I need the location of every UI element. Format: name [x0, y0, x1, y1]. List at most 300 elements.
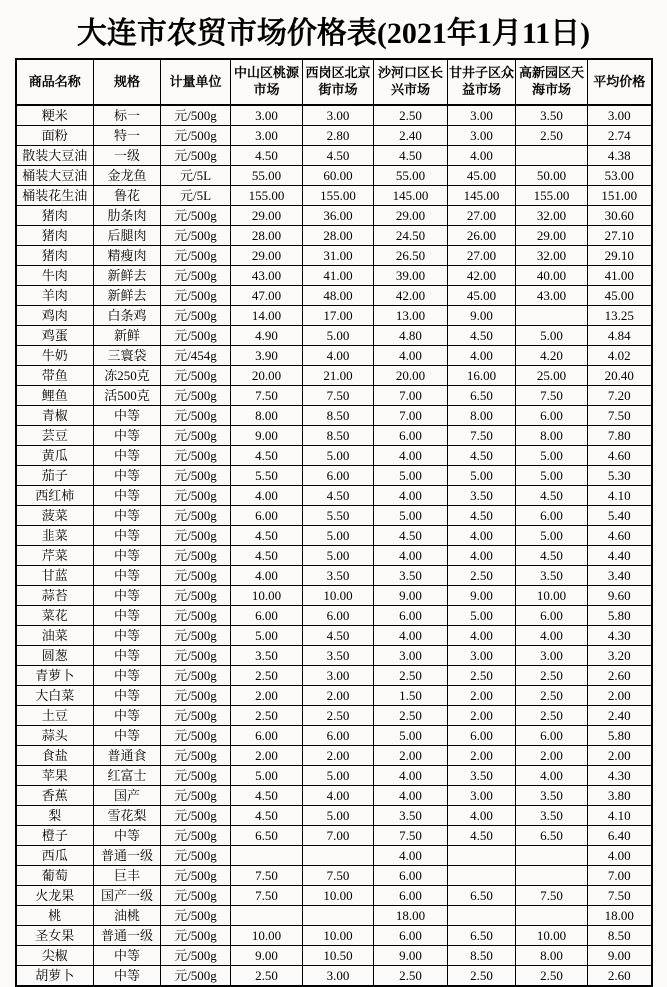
table-header [16, 59, 652, 105]
cell-average-price: 4.10 [588, 806, 652, 826]
cell-average-price: 9.60 [588, 586, 652, 606]
cell-market-xigang-beijingjie: 7.00 [303, 826, 374, 846]
column-header-market-ganjingzi-zhongyi: 甘井子区众益市场 [448, 59, 516, 105]
cell-product-name: 大白菜 [16, 686, 94, 706]
cell-unit: 元/500g [161, 266, 231, 286]
table-row [16, 646, 652, 666]
cell-average-price: 5.40 [588, 506, 652, 526]
cell-market-xigang-beijingjie: 17.00 [303, 306, 374, 326]
cell-unit: 元/500g [161, 946, 231, 966]
cell-average-price: 4.40 [588, 546, 652, 566]
cell-spec: 中等 [94, 486, 161, 506]
table-row [16, 226, 652, 246]
cell-market-ganjingzi-zhongyi: 2.00 [448, 706, 516, 726]
cell-market-zhongshan-taoyuan: 28.00 [231, 226, 303, 246]
cell-market-zhongshan-taoyuan: 4.50 [231, 786, 303, 806]
cell-average-price: 3.40 [588, 566, 652, 586]
table-row [16, 105, 652, 126]
cell-spec: 红富士 [94, 766, 161, 786]
cell-market-ganjingzi-zhongyi: 4.50 [448, 506, 516, 526]
cell-market-shahekou-changxing: 39.00 [374, 266, 448, 286]
cell-market-xigang-beijingjie: 3.00 [303, 105, 374, 126]
cell-spec: 油桃 [94, 906, 161, 926]
table-row [16, 866, 652, 886]
cell-market-gaoxin-tianhai [516, 866, 588, 886]
cell-market-gaoxin-tianhai: 6.50 [516, 826, 588, 846]
cell-unit: 元/500g [161, 306, 231, 326]
cell-market-gaoxin-tianhai: 5.00 [516, 466, 588, 486]
cell-product-name: 香蕉 [16, 786, 94, 806]
cell-market-gaoxin-tianhai: 4.20 [516, 346, 588, 366]
cell-market-gaoxin-tianhai: 4.50 [516, 546, 588, 566]
cell-market-xigang-beijingjie: 2.50 [303, 706, 374, 726]
cell-unit: 元/500g [161, 406, 231, 426]
cell-market-ganjingzi-zhongyi: 2.50 [448, 666, 516, 686]
cell-product-name: 甘蓝 [16, 566, 94, 586]
cell-average-price: 4.30 [588, 766, 652, 786]
cell-market-zhongshan-taoyuan [231, 846, 303, 866]
cell-market-zhongshan-taoyuan: 8.00 [231, 406, 303, 426]
cell-market-gaoxin-tianhai: 8.00 [516, 946, 588, 966]
cell-product-name: 青萝卜 [16, 666, 94, 686]
cell-product-name: 猪肉 [16, 206, 94, 226]
cell-market-zhongshan-taoyuan: 3.00 [231, 105, 303, 126]
cell-market-gaoxin-tianhai: 5.00 [516, 326, 588, 346]
cell-market-shahekou-changxing: 6.00 [374, 886, 448, 906]
cell-unit: 元/500g [161, 126, 231, 146]
cell-unit: 元/500g [161, 766, 231, 786]
cell-market-gaoxin-tianhai: 2.50 [516, 706, 588, 726]
table-row [16, 686, 652, 706]
table-row [16, 386, 652, 406]
cell-market-ganjingzi-zhongyi: 27.00 [448, 246, 516, 266]
table-row [16, 126, 652, 146]
cell-market-zhongshan-taoyuan: 155.00 [231, 186, 303, 206]
cell-spec: 一级 [94, 146, 161, 166]
cell-spec: 后腿肉 [94, 226, 161, 246]
cell-market-gaoxin-tianhai: 32.00 [516, 246, 588, 266]
cell-market-gaoxin-tianhai: 2.50 [516, 966, 588, 987]
cell-average-price: 2.60 [588, 966, 652, 987]
cell-product-name: 梨 [16, 806, 94, 826]
column-header-market-gaoxin-tianhai: 高新园区天海市场 [516, 59, 588, 105]
cell-product-name: 韭菜 [16, 526, 94, 546]
table-row [16, 406, 652, 426]
cell-market-zhongshan-taoyuan: 4.50 [231, 146, 303, 166]
cell-market-zhongshan-taoyuan: 4.50 [231, 546, 303, 566]
cell-average-price: 4.02 [588, 346, 652, 366]
cell-unit: 元/500g [161, 326, 231, 346]
cell-market-ganjingzi-zhongyi: 4.00 [448, 806, 516, 826]
cell-market-zhongshan-taoyuan: 6.00 [231, 506, 303, 526]
cell-spec: 巨丰 [94, 866, 161, 886]
cell-unit: 元/500g [161, 706, 231, 726]
cell-product-name: 西红柿 [16, 486, 94, 506]
cell-market-gaoxin-tianhai: 4.00 [516, 626, 588, 646]
cell-average-price: 4.84 [588, 326, 652, 346]
cell-market-ganjingzi-zhongyi: 4.50 [448, 446, 516, 466]
cell-market-zhongshan-taoyuan: 2.50 [231, 666, 303, 686]
cell-unit: 元/500g [161, 626, 231, 646]
cell-market-xigang-beijingjie: 5.00 [303, 546, 374, 566]
cell-unit: 元/500g [161, 226, 231, 246]
cell-market-ganjingzi-zhongyi: 3.00 [448, 646, 516, 666]
cell-average-price: 7.20 [588, 386, 652, 406]
table-row [16, 806, 652, 826]
cell-market-zhongshan-taoyuan: 43.00 [231, 266, 303, 286]
cell-product-name: 尖椒 [16, 946, 94, 966]
cell-product-name: 桶装大豆油 [16, 166, 94, 186]
cell-unit: 元/500g [161, 386, 231, 406]
cell-market-zhongshan-taoyuan: 5.50 [231, 466, 303, 486]
cell-product-name: 鸡蛋 [16, 326, 94, 346]
cell-market-ganjingzi-zhongyi: 4.00 [448, 546, 516, 566]
cell-market-shahekou-changxing: 3.50 [374, 566, 448, 586]
cell-market-xigang-beijingjie: 7.50 [303, 866, 374, 886]
cell-unit: 元/500g [161, 886, 231, 906]
cell-market-gaoxin-tianhai: 29.00 [516, 226, 588, 246]
cell-market-shahekou-changxing: 4.00 [374, 786, 448, 806]
cell-market-xigang-beijingjie: 5.00 [303, 326, 374, 346]
cell-average-price: 7.00 [588, 866, 652, 886]
cell-spec: 中等 [94, 946, 161, 966]
cell-average-price: 9.00 [588, 946, 652, 966]
cell-market-ganjingzi-zhongyi: 8.00 [448, 406, 516, 426]
cell-unit: 元/500g [161, 646, 231, 666]
cell-market-zhongshan-taoyuan: 4.50 [231, 806, 303, 826]
cell-unit: 元/500g [161, 746, 231, 766]
table-row [16, 946, 652, 966]
cell-product-name: 菜花 [16, 606, 94, 626]
cell-market-gaoxin-tianhai: 25.00 [516, 366, 588, 386]
table-row [16, 906, 652, 926]
cell-market-zhongshan-taoyuan: 9.00 [231, 946, 303, 966]
cell-market-ganjingzi-zhongyi: 7.50 [448, 426, 516, 446]
table-row [16, 466, 652, 486]
cell-market-zhongshan-taoyuan: 2.00 [231, 686, 303, 706]
cell-market-gaoxin-tianhai [516, 146, 588, 166]
cell-unit: 元/500g [161, 966, 231, 987]
cell-market-shahekou-changxing: 2.50 [374, 706, 448, 726]
column-header-spec: 规格 [94, 59, 161, 105]
cell-average-price: 2.00 [588, 686, 652, 706]
cell-market-shahekou-changxing: 1.50 [374, 686, 448, 706]
cell-market-ganjingzi-zhongyi: 4.00 [448, 146, 516, 166]
cell-market-gaoxin-tianhai: 155.00 [516, 186, 588, 206]
cell-market-gaoxin-tianhai: 3.50 [516, 786, 588, 806]
cell-market-shahekou-changxing: 20.00 [374, 366, 448, 386]
cell-unit: 元/500g [161, 566, 231, 586]
cell-market-ganjingzi-zhongyi: 3.50 [448, 486, 516, 506]
price-table [15, 58, 653, 987]
table-row [16, 346, 652, 366]
cell-market-gaoxin-tianhai: 7.50 [516, 386, 588, 406]
cell-average-price: 7.50 [588, 886, 652, 906]
cell-product-name: 芸豆 [16, 426, 94, 446]
cell-market-zhongshan-taoyuan: 3.00 [231, 126, 303, 146]
cell-market-shahekou-changxing: 2.50 [374, 105, 448, 126]
cell-average-price: 7.80 [588, 426, 652, 446]
cell-spec: 精瘦肉 [94, 246, 161, 266]
cell-spec: 中等 [94, 826, 161, 846]
cell-average-price: 2.60 [588, 666, 652, 686]
cell-market-zhongshan-taoyuan: 2.50 [231, 966, 303, 987]
cell-product-name: 黄瓜 [16, 446, 94, 466]
cell-unit: 元/500g [161, 286, 231, 306]
cell-product-name: 食盐 [16, 746, 94, 766]
cell-spec: 中等 [94, 966, 161, 987]
cell-average-price: 5.80 [588, 726, 652, 746]
cell-market-ganjingzi-zhongyi: 8.50 [448, 946, 516, 966]
cell-unit: 元/500g [161, 686, 231, 706]
cell-product-name: 面粉 [16, 126, 94, 146]
cell-market-gaoxin-tianhai: 6.00 [516, 406, 588, 426]
cell-market-gaoxin-tianhai: 2.50 [516, 666, 588, 686]
cell-market-ganjingzi-zhongyi: 4.50 [448, 326, 516, 346]
cell-market-ganjingzi-zhongyi: 4.00 [448, 626, 516, 646]
cell-market-xigang-beijingjie: 6.00 [303, 606, 374, 626]
cell-average-price: 5.30 [588, 466, 652, 486]
cell-market-xigang-beijingjie: 21.00 [303, 366, 374, 386]
cell-unit: 元/500g [161, 846, 231, 866]
cell-market-gaoxin-tianhai [516, 846, 588, 866]
cell-market-ganjingzi-zhongyi: 45.00 [448, 166, 516, 186]
cell-market-gaoxin-tianhai: 2.50 [516, 126, 588, 146]
cell-product-name: 圆葱 [16, 646, 94, 666]
page-title: 大连市农贸市场价格表(2021年1月11日) [76, 17, 591, 50]
cell-market-gaoxin-tianhai: 4.00 [516, 766, 588, 786]
cell-spec: 普通一级 [94, 926, 161, 946]
cell-market-shahekou-changxing: 4.00 [374, 626, 448, 646]
cell-market-xigang-beijingjie: 3.50 [303, 566, 374, 586]
cell-market-zhongshan-taoyuan: 6.00 [231, 726, 303, 746]
cell-product-name: 土豆 [16, 706, 94, 726]
cell-spec: 新鲜去 [94, 286, 161, 306]
cell-average-price: 30.60 [588, 206, 652, 226]
cell-market-shahekou-changxing: 29.00 [374, 206, 448, 226]
cell-market-gaoxin-tianhai: 40.00 [516, 266, 588, 286]
cell-market-shahekou-changxing: 5.00 [374, 506, 448, 526]
cell-market-zhongshan-taoyuan: 6.50 [231, 826, 303, 846]
table-row [16, 606, 652, 626]
cell-market-zhongshan-taoyuan: 4.00 [231, 566, 303, 586]
cell-spec: 中等 [94, 606, 161, 626]
cell-market-xigang-beijingjie: 60.00 [303, 166, 374, 186]
cell-market-zhongshan-taoyuan: 4.50 [231, 446, 303, 466]
table-row [16, 546, 652, 566]
cell-market-shahekou-changxing: 6.00 [374, 866, 448, 886]
cell-unit: 元/500g [161, 466, 231, 486]
cell-market-zhongshan-taoyuan: 10.00 [231, 926, 303, 946]
cell-unit: 元/500g [161, 366, 231, 386]
table-row [16, 626, 652, 646]
cell-unit: 元/454g [161, 346, 231, 366]
cell-market-shahekou-changxing: 5.00 [374, 726, 448, 746]
cell-market-ganjingzi-zhongyi: 26.00 [448, 226, 516, 246]
cell-spec: 国产 [94, 786, 161, 806]
cell-spec: 中等 [94, 686, 161, 706]
table-row [16, 966, 652, 987]
table-row [16, 506, 652, 526]
cell-market-xigang-beijingjie: 6.00 [303, 726, 374, 746]
cell-market-ganjingzi-zhongyi: 145.00 [448, 186, 516, 206]
cell-spec: 中等 [94, 706, 161, 726]
cell-market-zhongshan-taoyuan: 2.00 [231, 746, 303, 766]
cell-spec: 中等 [94, 406, 161, 426]
cell-market-shahekou-changxing: 13.00 [374, 306, 448, 326]
column-header-market-xigang-beijingjie: 西岗区北京街市场 [303, 59, 374, 105]
cell-market-shahekou-changxing: 4.80 [374, 326, 448, 346]
cell-average-price: 18.00 [588, 906, 652, 926]
cell-market-shahekou-changxing: 3.50 [374, 806, 448, 826]
cell-market-zhongshan-taoyuan: 2.50 [231, 706, 303, 726]
cell-market-ganjingzi-zhongyi: 6.50 [448, 926, 516, 946]
cell-market-shahekou-changxing: 24.50 [374, 226, 448, 246]
cell-market-zhongshan-taoyuan: 3.50 [231, 646, 303, 666]
cell-market-shahekou-changxing: 4.00 [374, 346, 448, 366]
cell-market-xigang-beijingjie: 4.50 [303, 626, 374, 646]
cell-market-gaoxin-tianhai: 10.00 [516, 926, 588, 946]
cell-market-ganjingzi-zhongyi: 2.00 [448, 686, 516, 706]
cell-spec: 冻250克 [94, 366, 161, 386]
cell-product-name: 油菜 [16, 626, 94, 646]
cell-market-gaoxin-tianhai: 43.00 [516, 286, 588, 306]
cell-average-price: 27.10 [588, 226, 652, 246]
cell-spec: 鲁花 [94, 186, 161, 206]
cell-unit: 元/500g [161, 206, 231, 226]
cell-market-shahekou-changxing: 7.00 [374, 386, 448, 406]
cell-market-ganjingzi-zhongyi: 2.50 [448, 566, 516, 586]
cell-unit: 元/500g [161, 426, 231, 446]
cell-average-price: 29.10 [588, 246, 652, 266]
cell-market-shahekou-changxing: 145.00 [374, 186, 448, 206]
cell-product-name: 牛奶 [16, 346, 94, 366]
cell-average-price: 53.00 [588, 166, 652, 186]
table-row [16, 186, 652, 206]
cell-market-zhongshan-taoyuan: 5.00 [231, 626, 303, 646]
cell-unit: 元/500g [161, 526, 231, 546]
cell-unit: 元/5L [161, 186, 231, 206]
cell-spec: 中等 [94, 466, 161, 486]
cell-market-xigang-beijingjie: 4.00 [303, 346, 374, 366]
cell-market-gaoxin-tianhai: 3.00 [516, 646, 588, 666]
cell-market-zhongshan-taoyuan: 4.90 [231, 326, 303, 346]
cell-unit: 元/500g [161, 866, 231, 886]
cell-spec: 中等 [94, 506, 161, 526]
cell-market-xigang-beijingjie: 5.00 [303, 446, 374, 466]
cell-market-zhongshan-taoyuan: 14.00 [231, 306, 303, 326]
table-row [16, 266, 652, 286]
cell-average-price: 5.80 [588, 606, 652, 626]
cell-unit: 元/500g [161, 506, 231, 526]
cell-product-name: 火龙果 [16, 886, 94, 906]
cell-market-ganjingzi-zhongyi: 42.00 [448, 266, 516, 286]
table-body [16, 105, 652, 986]
cell-market-zhongshan-taoyuan: 7.50 [231, 386, 303, 406]
cell-unit: 元/500g [161, 586, 231, 606]
table-row [16, 886, 652, 906]
cell-market-xigang-beijingjie: 4.50 [303, 146, 374, 166]
cell-average-price: 8.50 [588, 926, 652, 946]
cell-market-ganjingzi-zhongyi [448, 846, 516, 866]
cell-spec: 中等 [94, 546, 161, 566]
cell-market-shahekou-changxing: 4.50 [374, 146, 448, 166]
cell-product-name: 圣女果 [16, 926, 94, 946]
cell-average-price: 2.00 [588, 746, 652, 766]
cell-unit: 元/500g [161, 446, 231, 466]
cell-market-zhongshan-taoyuan: 3.90 [231, 346, 303, 366]
cell-market-gaoxin-tianhai [516, 306, 588, 326]
cell-market-gaoxin-tianhai: 2.50 [516, 686, 588, 706]
cell-unit: 元/500g [161, 786, 231, 806]
cell-unit: 元/500g [161, 486, 231, 506]
cell-market-xigang-beijingjie: 31.00 [303, 246, 374, 266]
cell-spec: 标一 [94, 105, 161, 126]
cell-market-shahekou-changxing: 4.00 [374, 766, 448, 786]
cell-market-ganjingzi-zhongyi: 16.00 [448, 366, 516, 386]
table-row [16, 306, 652, 326]
cell-product-name: 散装大豆油 [16, 146, 94, 166]
cell-market-xigang-beijingjie: 36.00 [303, 206, 374, 226]
table-row [16, 926, 652, 946]
cell-average-price: 4.38 [588, 146, 652, 166]
cell-market-xigang-beijingjie: 155.00 [303, 186, 374, 206]
cell-average-price: 3.80 [588, 786, 652, 806]
cell-market-xigang-beijingjie [303, 906, 374, 926]
cell-market-ganjingzi-zhongyi: 6.00 [448, 726, 516, 746]
cell-market-zhongshan-taoyuan: 20.00 [231, 366, 303, 386]
cell-product-name: 芹菜 [16, 546, 94, 566]
cell-market-zhongshan-taoyuan [231, 906, 303, 926]
cell-spec: 中等 [94, 726, 161, 746]
cell-market-gaoxin-tianhai: 3.50 [516, 566, 588, 586]
cell-market-zhongshan-taoyuan: 7.50 [231, 866, 303, 886]
cell-average-price: 13.25 [588, 306, 652, 326]
cell-market-gaoxin-tianhai: 10.00 [516, 586, 588, 606]
cell-market-shahekou-changxing: 2.40 [374, 126, 448, 146]
cell-product-name: 鲤鱼 [16, 386, 94, 406]
cell-market-ganjingzi-zhongyi: 3.00 [448, 786, 516, 806]
cell-market-xigang-beijingjie: 2.80 [303, 126, 374, 146]
cell-market-shahekou-changxing: 6.00 [374, 606, 448, 626]
cell-market-gaoxin-tianhai: 6.00 [516, 506, 588, 526]
cell-market-ganjingzi-zhongyi: 4.00 [448, 346, 516, 366]
table-row [16, 586, 652, 606]
cell-average-price: 4.60 [588, 446, 652, 466]
cell-market-ganjingzi-zhongyi: 3.50 [448, 766, 516, 786]
table-row [16, 746, 652, 766]
cell-spec: 新鲜 [94, 326, 161, 346]
cell-average-price: 41.00 [588, 266, 652, 286]
table-row [16, 146, 652, 166]
cell-market-gaoxin-tianhai: 5.00 [516, 446, 588, 466]
cell-unit: 元/500g [161, 726, 231, 746]
cell-average-price: 20.40 [588, 366, 652, 386]
cell-average-price: 2.74 [588, 126, 652, 146]
cell-spec: 金龙鱼 [94, 166, 161, 186]
cell-market-shahekou-changxing: 6.00 [374, 426, 448, 446]
cell-average-price: 4.10 [588, 486, 652, 506]
cell-unit: 元/500g [161, 926, 231, 946]
column-header-market-shahekou-changxing: 沙河口区长兴市场 [374, 59, 448, 105]
cell-market-shahekou-changxing: 2.50 [374, 966, 448, 987]
cell-market-zhongshan-taoyuan: 9.00 [231, 426, 303, 446]
cell-market-xigang-beijingjie: 8.50 [303, 406, 374, 426]
cell-spec: 肋条肉 [94, 206, 161, 226]
cell-market-xigang-beijingjie: 8.50 [303, 426, 374, 446]
cell-product-name: 带鱼 [16, 366, 94, 386]
cell-market-shahekou-changxing: 7.50 [374, 826, 448, 846]
